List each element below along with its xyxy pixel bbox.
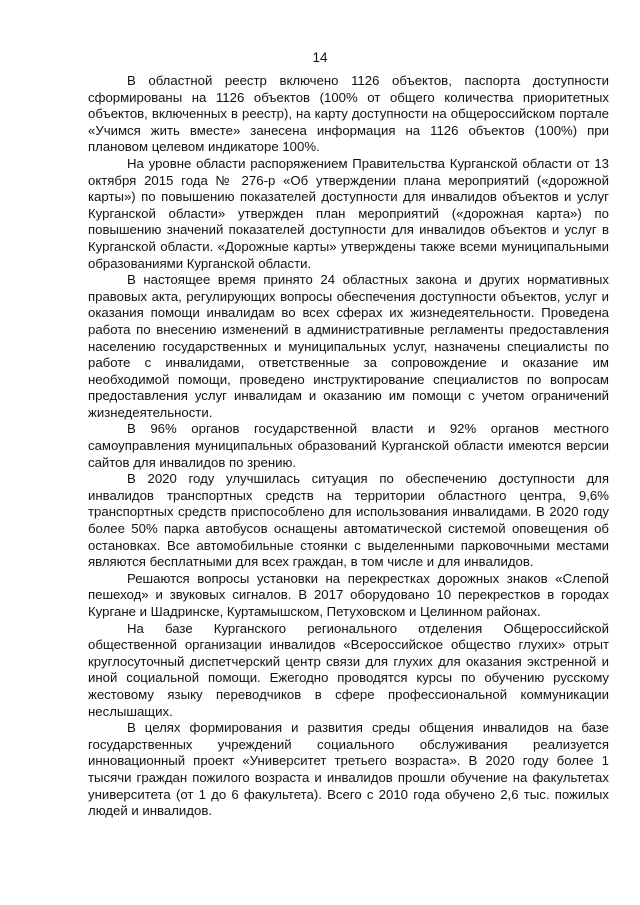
paragraph-road-map: На уровне области распоряжением Правительства Курганской области от 13 октября 2015 года № 276-р «Об утверждении плана мероприятий («дорожной карты») по повышению показателей доступности для инвалидов объектов и услуг Курганской области» утвержден план мероприятий («дорожная карта») по повышению значений показателей доступности для инвалидов объектов и услуг в Курганской области. «Дорожные карты» утверждены также всеми муниципальными образованиями Курганской области. — [88, 155, 609, 271]
paragraph-regional-laws: В настоящее время принято 24 областных закона и других нормативных правовых акта, регулирующих вопросы обеспечения доступности объектов, услуг и оказания помощи инвалидам во всех сферах их жизнедеятельности. Проведена работа по внесению изменений в административные регламенты предоставления населению государственных и муниципальных услуг, назначены специалисты по работе с инвалидами, ответственные за сопровождение и оказание им необходимой помощи, проведено инструктирование специалистов по вопросам предоставления услуг инвалидам и оказанию им помощи с учетом ограничений жизнедеятельности. — [88, 272, 609, 420]
document-body — [88, 73, 609, 820]
paragraph-transport: В 2020 году улучшилась ситуация по обеспечению доступности для инвалидов транспортных средств на территории областного центра, 9,6% транспортных средств приспособлено для использования инвалидами. В 2020 году более 50% парка автобусов оснащены автоматической системой оповещения об остановках. Все автомобильные стоянки с выделенными парковочными местами являются бесплатными для всех граждан, в том числе и для инвалидов. — [88, 471, 609, 570]
paragraph-deaf-center: На базе Курганского регионального отделения Общероссийской общественной организации инвалидов «Всероссийское общество глухих» отрыт круглосуточный диспетчерский центр связи для глухих для оказания экстренной и иной социальной помощи. Ежегодно проводятся курсы по обучению русскому жестовому языку переводчиков в сфере профессиональной коммуникации неслышащих. — [88, 620, 609, 719]
paragraph-university: В целях формирования и развития среды общения инвалидов на базе государственных учреждений социального обслуживания реализуется инновационный проект «Университет третьего возраста». В 2020 году более 1 тысячи граждан пожилого возраста и инвалидов прошли обучение на факультетах университета (от 1 до 6 факультета). Всего с 2010 года обучено 2,6 тыс. пожилых людей и инвалидов. — [88, 720, 609, 819]
page-number: 14 — [312, 50, 328, 65]
paragraph-road-signs: Решаются вопросы установки на перекрестках дорожных знаков «Слепой пешеход» и звуковых сигналов. В 2017 оборудовано 10 перекрестков в городах Кургане и Шадринске, Куртамышском, Петуховском и Целинном районах. — [88, 570, 609, 619]
paragraph-websites: В 96% органов государственной власти и 92% органов местного самоуправления муниципальных образований Курганской области имеются версии сайтов для инвалидов по зрению. — [88, 421, 609, 470]
paragraph-registry: В областной реестр включено 1126 объектов, паспорта доступности сформированы на 1126 объектов (100% от общего количества приоритетных объектов, включенных в реестр), на карту доступности на общероссийском портале «Учимся жить вместе» занесена информация на 1126 объектов (100%) при плановом целевом индикаторе 100%. — [88, 73, 609, 155]
